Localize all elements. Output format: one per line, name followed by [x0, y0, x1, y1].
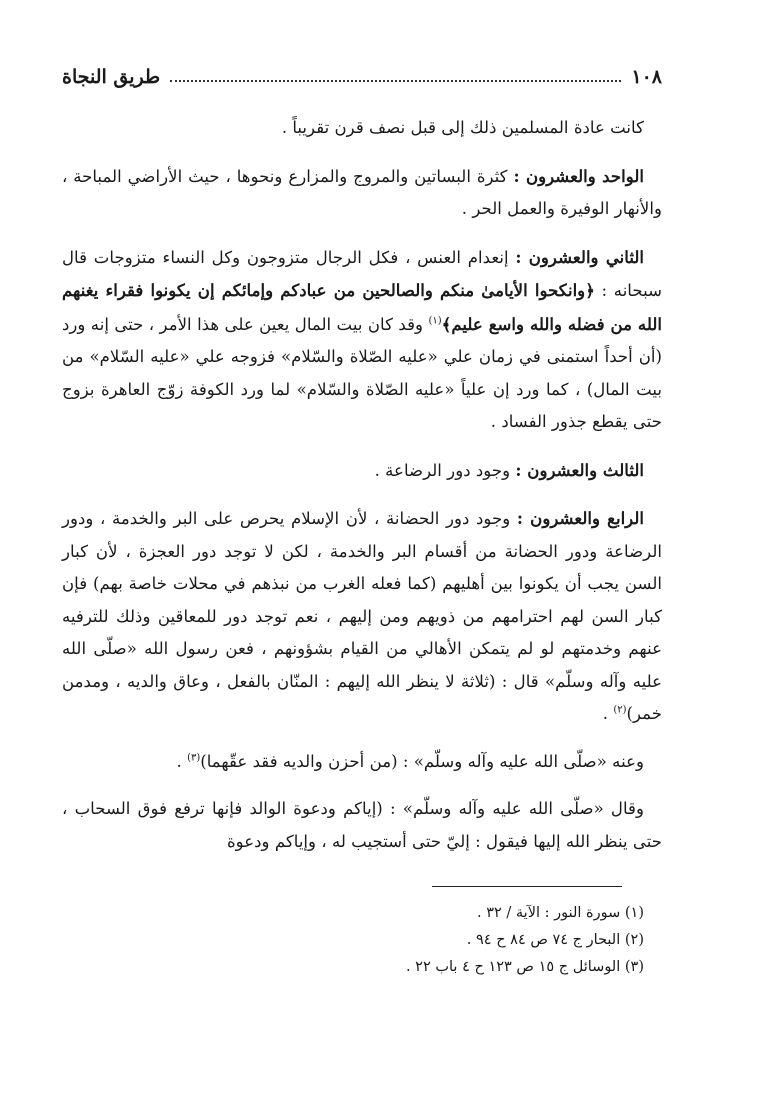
paragraph-text: وقال «صلّى الله عليه وآله وسلّم» : (إياكم ودعوة الوالد فإنها ترفع فوق السحاب ، حتى ينظر الله إليها فيقول : إليّ حتى أستجيب له ، وإياكم ودعوة [62, 799, 662, 851]
paragraph-text: وعنه «صلّى الله عليه وآله وسلّم» : (من أحزن والديه فقد عقّهما) [200, 751, 644, 771]
paragraph-intro [62, 112, 662, 145]
paragraph-24 [62, 502, 662, 731]
paragraph-lead: الرابع والعشرون : [516, 508, 645, 528]
paragraph-21 [62, 160, 662, 226]
footnotes [62, 900, 662, 981]
paragraph-text: وجود دور الحضانة ، لأن الإسلام يحرص على البر والخدمة ، ودور الرضاعة ودور الحضانة من أقسام البر والخدمة ، لكن لا توجد دور العجزة ، لأن كبار السن يجب أن يكونوا بين أهليهم (كما فعله الغرب من نبذهم في محلات خاصة بهم) فإن كبار السن لهم احترامهم من ذويهم ومن إليهم ، نعم توجد دور للمعاقين وذلك للترفيه عنهم وخدمتهم لو لم يتمكن الأهالي من القيام بشؤونهم ، فعن رسول الله «صلّى الله عليه وآله وسلّم» قال : (ثلاثة لا ينظر الله إليهم : المنّان بالفعل ، وعاق والديه ، ومدمن خمر) [62, 509, 662, 723]
footnote-separator [432, 886, 622, 887]
paragraph-lead: الثاني والعشرون : [515, 246, 645, 267]
paragraph-text: إنعدام العنس ، فكل الرجال متزوجون وكل النساء متزوجات قال سبحانه : [62, 247, 662, 300]
footnote: (٣) الوسائل ج ١٥ ص ١٢٣ ح ٤ باب ٢٢ . [405, 959, 644, 975]
footnote: (٢) البحار ج ٧٤ ص ٨٤ ح ٩٤ . [466, 932, 644, 948]
page-number: ١٠٨ [631, 66, 662, 88]
footnote-ref: (٣) [187, 751, 201, 763]
paragraph-hadith-1 [62, 746, 662, 779]
running-title: طريق النجاة [62, 66, 161, 88]
paragraph-text: . [602, 704, 614, 723]
footnote-ref: (٢) [613, 704, 627, 716]
footnote-ref: (١) [428, 314, 442, 326]
paragraph-lead: الثالث والعشرون : [515, 459, 644, 480]
paragraph-text: كانت عادة المسلمين ذلك إلى قبل نصف قرن تقريباً . [281, 118, 644, 137]
footnote: (١) سورة النور : الآية / ٣٢ . [476, 905, 644, 921]
paragraph-text: . [176, 751, 188, 771]
paragraph-text: وجود دور الرضاعة . [374, 460, 516, 480]
paragraph-22 [62, 241, 662, 439]
header-dot-leader [170, 80, 621, 82]
paragraph-text: كثرة البساتين والمروج والمزارع ونحوها ، حيث الأراضي المباحة ، والأنهار الوفيرة والعمل الحر . [62, 166, 662, 218]
paragraph-text: وقد كان بيت المال يعين على هذا الأمر ، حتى إنه ورد (أن أحداً استمنى في زمان علي «عليه الصّلاة والسّلام» فزوجه علي «عليه السّلام» من بيت المال) ، كما ورد إن علياً «عليه الصّلاة والسّلام» لما ورد الكوفة زوّج العاهرة بزوج حتى يقطع جذور الفساد . [62, 314, 662, 431]
paragraph-23 [62, 454, 662, 488]
page-header [62, 62, 662, 92]
quran-verse: ﴿وانكحوا الأيامىٰ منكم والصالحين من عبادكم وإمائكم إن يكونوا فقراء يغنهم الله من فضله والله واسع عليم﴾ [62, 280, 662, 334]
body-text [62, 112, 662, 873]
paragraph-hadith-2 [62, 793, 662, 858]
paragraph-lead: الواحد والعشرون : [513, 165, 644, 186]
